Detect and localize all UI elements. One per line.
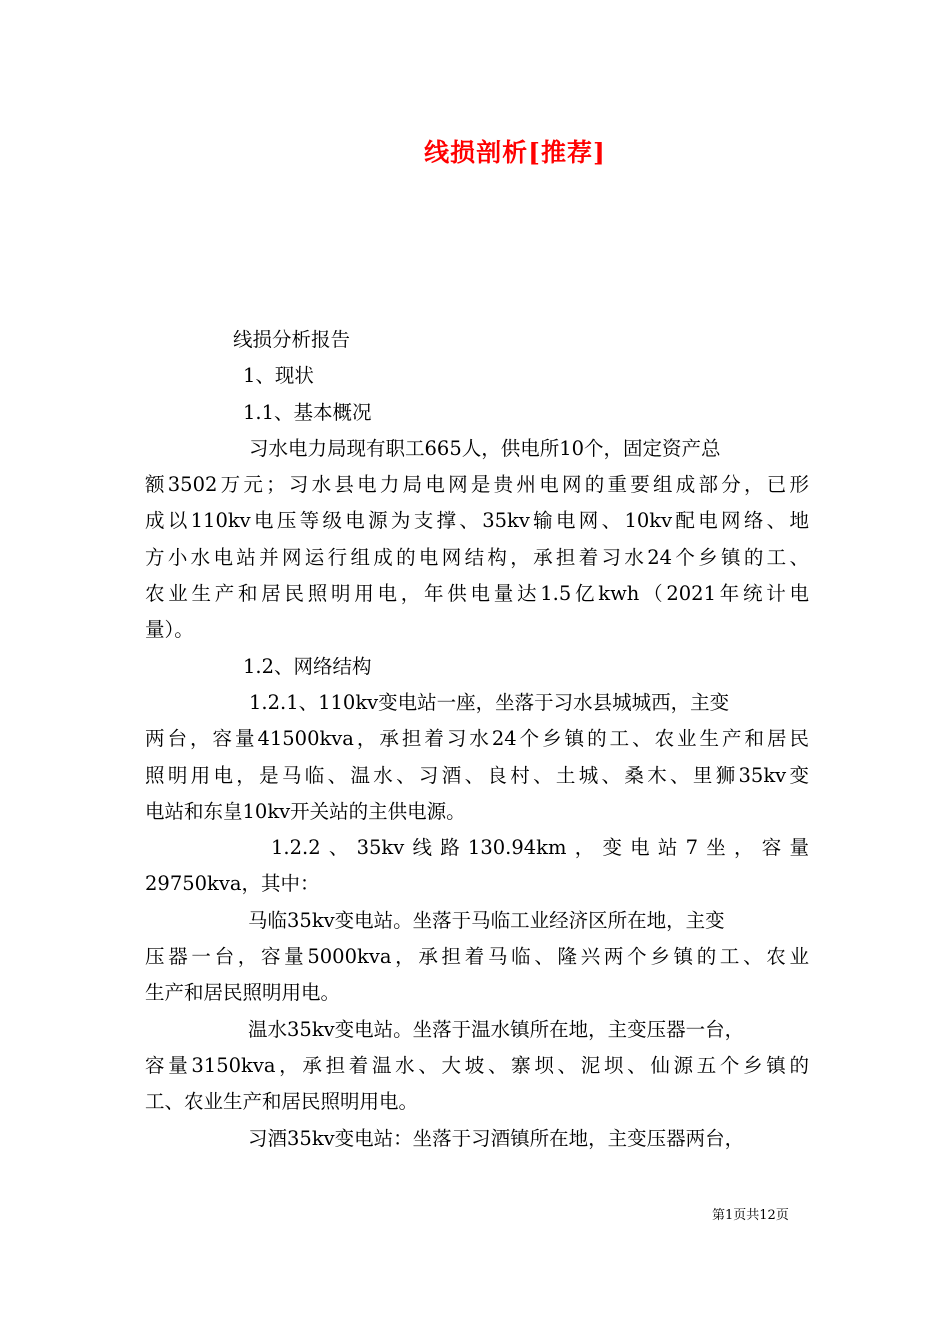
paragraph-line: 温水35kv变电站。坐落于温水镇所在地，主变压器一台， [248, 1017, 745, 1041]
paragraph-line: 两台，容量41500kva，承担着习水24个乡镇的工、农业生产和居民 [145, 727, 809, 751]
document-title: 线损剖析[推荐] [424, 138, 606, 167]
section-heading-1-2: 1.2、网络结构 [243, 654, 372, 678]
page-number: 第1页共12页 [712, 1208, 789, 1223]
section-heading-1-1: 1.1、基本概况 [243, 400, 372, 424]
paragraph-line: 生产和居民照明用电。 [145, 981, 341, 1005]
paragraph-line: 1.2.2、35kv线路130.94km，变电站7坐，容量 [271, 836, 809, 860]
paragraph-line: 压器一台，容量5000kva，承担着马临、隆兴两个乡镇的工、农业 [145, 945, 809, 969]
paragraph-line: 电站和东皇10kv开关站的主供电源。 [145, 799, 466, 823]
paragraph-line: 容量3150kva，承担着温水、大坡、寨坝、泥坝、仙源五个乡镇的 [145, 1053, 809, 1077]
paragraph-line: 方小水电站并网运行组成的电网结构，承担着习水24个乡镇的工、 [145, 545, 809, 569]
section-heading-1: 1、现状 [243, 364, 314, 388]
paragraph-line: 农业生产和居民照明用电，年供电量达1.5亿kwh（2021年统计电 [145, 582, 809, 606]
paragraph-line: 额3502万元；习水县电力局电网是贵州电网的重要组成部分，已形 [145, 473, 809, 497]
paragraph-line: 习水电力局现有职工665人，供电所10个，固定资产总 [249, 436, 721, 460]
paragraph-line: 1.2.1、110kv变电站一座，坐落于习水县城城西，主变 [249, 690, 730, 714]
paragraph-line: 习酒35kv变电站：坐落于习酒镇所在地，主变压器两台， [248, 1126, 745, 1150]
document-body [145, 322, 809, 1157]
paragraph-line: 成以110kv电压等级电源为支撑、35kv输电网、10kv配电网络、地 [145, 509, 809, 533]
paragraph-line: 照明用电，是马临、温水、习酒、良村、土城、桑木、里狮35kv变 [145, 763, 809, 787]
paragraph-line: 29750kva，其中： [145, 872, 320, 896]
report-title: 线损分析报告 [233, 328, 351, 351]
paragraph-line: 马临35kv变电站。坐落于马临工业经济区所在地，主变 [248, 908, 725, 932]
paragraph-line: 工、农业生产和居民照明用电。 [145, 1090, 419, 1114]
paragraph-line: 量）。 [145, 618, 194, 642]
